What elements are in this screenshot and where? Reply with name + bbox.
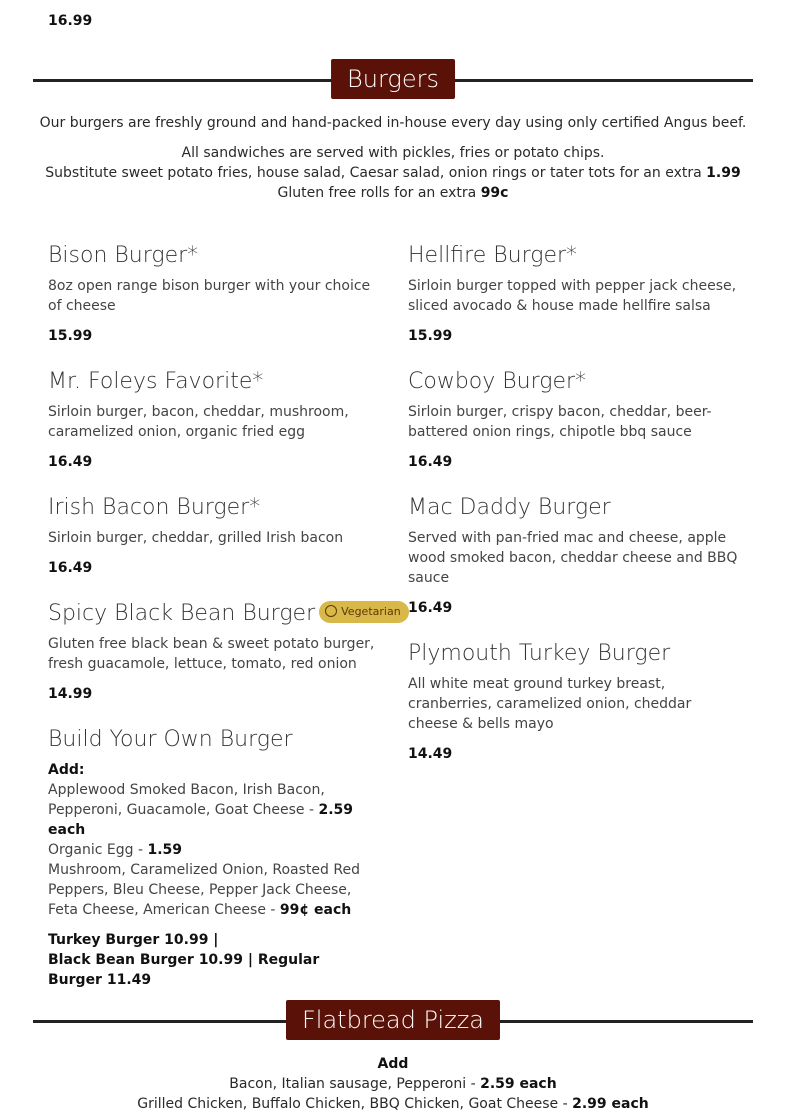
menu-item-bison-burger	[48, 240, 378, 346]
item-name: Spicy Black Bean Burger	[48, 601, 316, 626]
burgers-section-header	[33, 59, 753, 99]
byo-add-label: Add:	[48, 762, 85, 778]
item-name: Build Your Own Burger	[48, 727, 293, 752]
burgers-intro-line-2: All sandwiches are served with pickles, fries or potato chips.	[181, 145, 605, 161]
menu-item-mac-daddy-burger	[408, 492, 738, 618]
item-description: Gluten free black bean & sweet potato burger, fresh guacamole, lettuce, tomato, red onion	[48, 636, 375, 672]
item-name: Mac Daddy Burger	[408, 495, 611, 520]
item-price: 14.49	[408, 746, 453, 762]
flatbread-section-header	[33, 1000, 753, 1040]
menu-item-mr-foleys-favorite	[48, 366, 378, 472]
byo-option-line: Mushroom, Caramelized Onion, Roasted Red Peppers, Bleu Cheese, Pepper Jack Cheese, Feta Cheese, American Cheese - 99¢ each	[48, 862, 360, 918]
item-description: Sirloin burger, cheddar, grilled Irish bacon	[48, 530, 344, 546]
vegetarian-leaf-icon	[325, 605, 337, 617]
burgers-intro-line-4: Gluten free rolls for an extra 99c	[277, 185, 509, 201]
item-description: 8oz open range bison burger with your choice of cheese	[48, 278, 371, 314]
item-name-row	[48, 598, 401, 630]
burgers-intro-line-3: Substitute sweet potato fries, house salad, Caesar salad, onion rings or tater tots for an extra 1.99	[45, 165, 741, 181]
byo-option-line: Applewood Smoked Bacon, Irish Bacon, Pepperoni, Guacamole, Goat Cheese - 2.59 each	[48, 782, 354, 838]
menu-item-plymouth-turkey-burger	[408, 638, 738, 764]
item-name: Irish Bacon Burger*	[48, 495, 261, 520]
flatbread-add-label: Add	[377, 1056, 409, 1072]
menu-item-irish-bacon-burger	[48, 492, 378, 578]
item-description: All white meat ground turkey breast, cranberries, caramelized onion, cheddar cheese & bells mayo	[408, 676, 692, 732]
byo-option-line: Organic Egg - 1.59	[48, 842, 183, 858]
item-price: 16.49	[408, 600, 453, 616]
item-description: Sirloin burger topped with pepper jack cheese, sliced avocado & house made hellfire salsa	[408, 278, 737, 314]
item-description: Sirloin burger, crispy bacon, cheddar, beer-battered onion rings, chipotle bbq sauce	[408, 404, 712, 440]
burgers-intro-notes	[33, 143, 753, 203]
item-description: Served with pan-fried mac and cheese, apple wood smoked bacon, cheddar cheese and BBQ sauce	[408, 530, 738, 586]
item-name: Cowboy Burger*	[408, 369, 587, 394]
burgers-intro-line-1: Our burgers are freshly ground and hand-packed in-house every day using only certified Angus beef.	[39, 115, 747, 131]
item-price: 15.99	[408, 328, 453, 344]
burgers-right-column	[408, 240, 738, 784]
byo-options	[48, 760, 378, 920]
burgers-left-column	[48, 240, 401, 1010]
flatbread-section-title: Flatbread Pizza	[286, 1000, 500, 1040]
item-price: 16.49	[48, 560, 93, 576]
flatbread-add-ons	[33, 1054, 753, 1114]
menu-item-hellfire-burger	[408, 240, 738, 346]
menu-item-build-your-own-burger	[48, 724, 378, 990]
item-price: 15.99	[48, 328, 93, 344]
menu-item-spicy-black-bean-burger	[48, 598, 401, 704]
flatbread-add-line-2: Grilled Chicken, Buffalo Chicken, BBQ Chicken, Goat Cheese - 2.99 each	[137, 1096, 649, 1112]
burgers-section-title: Burgers	[331, 59, 455, 99]
item-name: Plymouth Turkey Burger	[408, 641, 671, 666]
previous-item-price: 16.99	[48, 13, 93, 29]
byo-base-prices: Turkey Burger 10.99 | Black Bean Burger 10.99 | Regular Burger 11.49	[48, 932, 320, 988]
item-name: Mr. Foleys Favorite*	[48, 369, 264, 394]
item-name: Bison Burger*	[48, 243, 199, 268]
item-description: Sirloin burger, bacon, cheddar, mushroom, caramelized onion, organic fried egg	[48, 404, 349, 440]
flatbread-add-line-1: Bacon, Italian sausage, Pepperoni - 2.59 each	[229, 1076, 557, 1092]
item-price: 16.49	[48, 454, 93, 470]
menu-item-cowboy-burger	[408, 366, 738, 472]
item-name: Hellfire Burger*	[408, 243, 578, 268]
substitute-price: 1.99	[706, 165, 741, 181]
item-price: 14.99	[48, 686, 93, 702]
vegetarian-badge: Vegetarian	[319, 601, 409, 623]
item-price: 16.49	[408, 454, 453, 470]
gluten-free-price: 99c	[480, 185, 509, 201]
